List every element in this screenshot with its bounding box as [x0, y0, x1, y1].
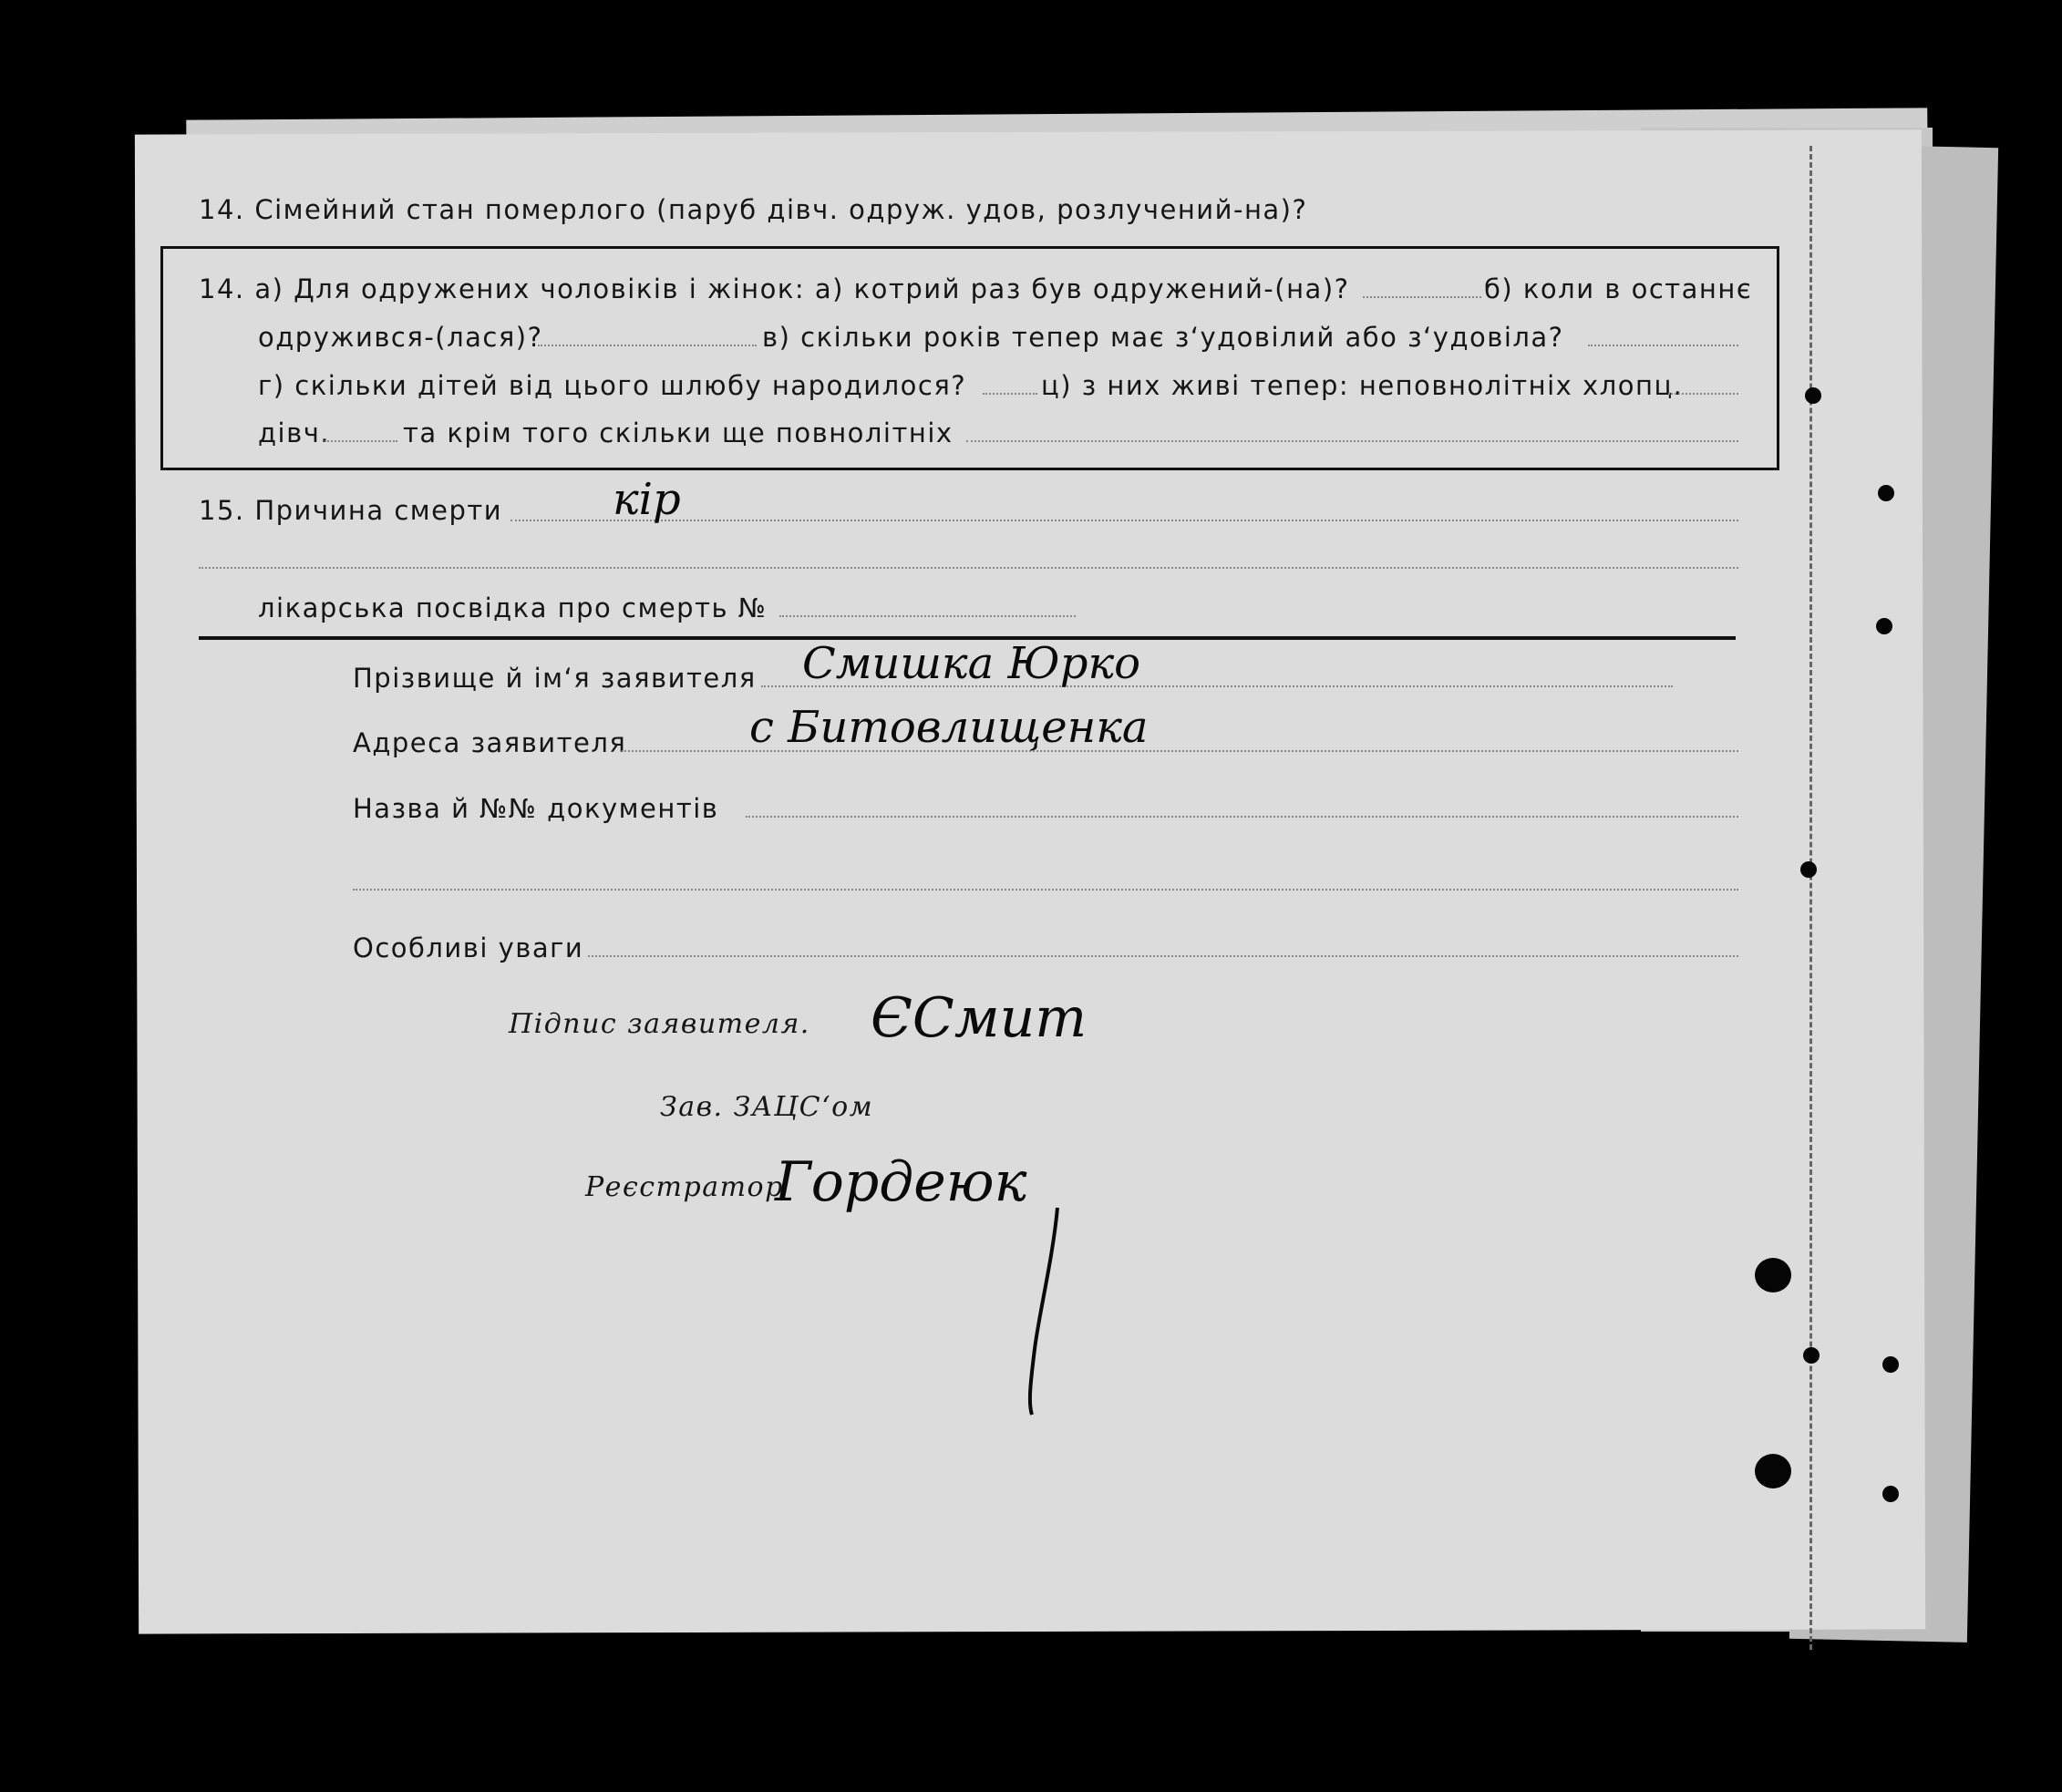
- question-14a-line3: г) скільки дітей від цього шлюбу народилося?: [258, 370, 967, 401]
- answer-line: [746, 816, 1738, 818]
- question-14a-line3-b: ц) з них живі тепер: неповнолітніх хлопц.: [1041, 370, 1684, 401]
- zags-head-label: Зав. ЗАЦС‘ом: [660, 1091, 874, 1123]
- punch-hole: [1882, 1486, 1899, 1502]
- applicant-address-handwritten: с Битовлищенка: [749, 702, 1149, 753]
- punch-hole: [1755, 1454, 1791, 1488]
- cause-of-death-handwritten: кір: [613, 474, 681, 525]
- punch-hole: [1800, 861, 1817, 878]
- punch-hole: [1805, 387, 1821, 404]
- registrar-signature-tail: [1012, 1203, 1067, 1422]
- documents-label: Назва й №№ документів: [353, 793, 719, 824]
- answer-line: [1588, 345, 1738, 346]
- perforation-line: [1809, 146, 1812, 1650]
- question-14a-line2-b: в) скільки років тепер має з‘удовілий або з‘удовіла?: [762, 322, 1564, 353]
- answer-line: [1668, 393, 1738, 395]
- punch-hole: [1876, 618, 1892, 634]
- registrar-label: Реєстратор: [585, 1171, 784, 1203]
- answer-line: [779, 615, 1076, 617]
- answer-line: [510, 520, 1738, 521]
- answer-line: [1363, 296, 1481, 298]
- question-14a-line4: дівч.: [258, 417, 331, 448]
- medical-certificate-label: лікарська посвідка про смерть №: [258, 592, 768, 623]
- punch-hole: [1882, 1356, 1899, 1373]
- question-14a-line4-b: та крім того скільки ще повнолітніх: [403, 417, 954, 448]
- punch-hole: [1803, 1347, 1820, 1364]
- question-14a-line1: 14. а) Для одружених чоловіків і жінок: а) котрий раз був одружений-(на)?: [199, 273, 1350, 304]
- question-15-cause-of-death: 15. Причина смерти: [199, 495, 503, 526]
- applicant-name-handwritten: Смишка Юрко: [802, 638, 1141, 689]
- remarks-label: Особливі уваги: [353, 932, 584, 963]
- answer-line: [588, 955, 1738, 957]
- applicant-signature-label: Підпис заявителя.: [509, 1008, 810, 1040]
- applicant-signature: ЄСмит: [871, 986, 1088, 1050]
- punch-hole: [1878, 485, 1894, 501]
- question-14-marital-status: 14. Сімейний стан померлого (паруб дівч. одруж. удов, розлучений-на)?: [199, 194, 1308, 225]
- answer-line: [983, 393, 1037, 395]
- question-14a-line2: одружився-(лася)?: [258, 322, 543, 353]
- answer-line: [325, 440, 397, 442]
- answer-line: [966, 440, 1738, 442]
- answer-line: [353, 889, 1738, 891]
- punch-hole: [1755, 1258, 1791, 1293]
- applicant-name-label: Прізвище й ім‘я заявителя: [353, 663, 757, 694]
- answer-line: [199, 567, 1738, 569]
- registrar-signature: Гордеюк: [775, 1150, 1027, 1214]
- question-14a-line1-b: б) коли в останнє: [1484, 273, 1753, 304]
- applicant-address-label: Адреса заявителя: [353, 727, 627, 758]
- answer-line: [538, 345, 757, 346]
